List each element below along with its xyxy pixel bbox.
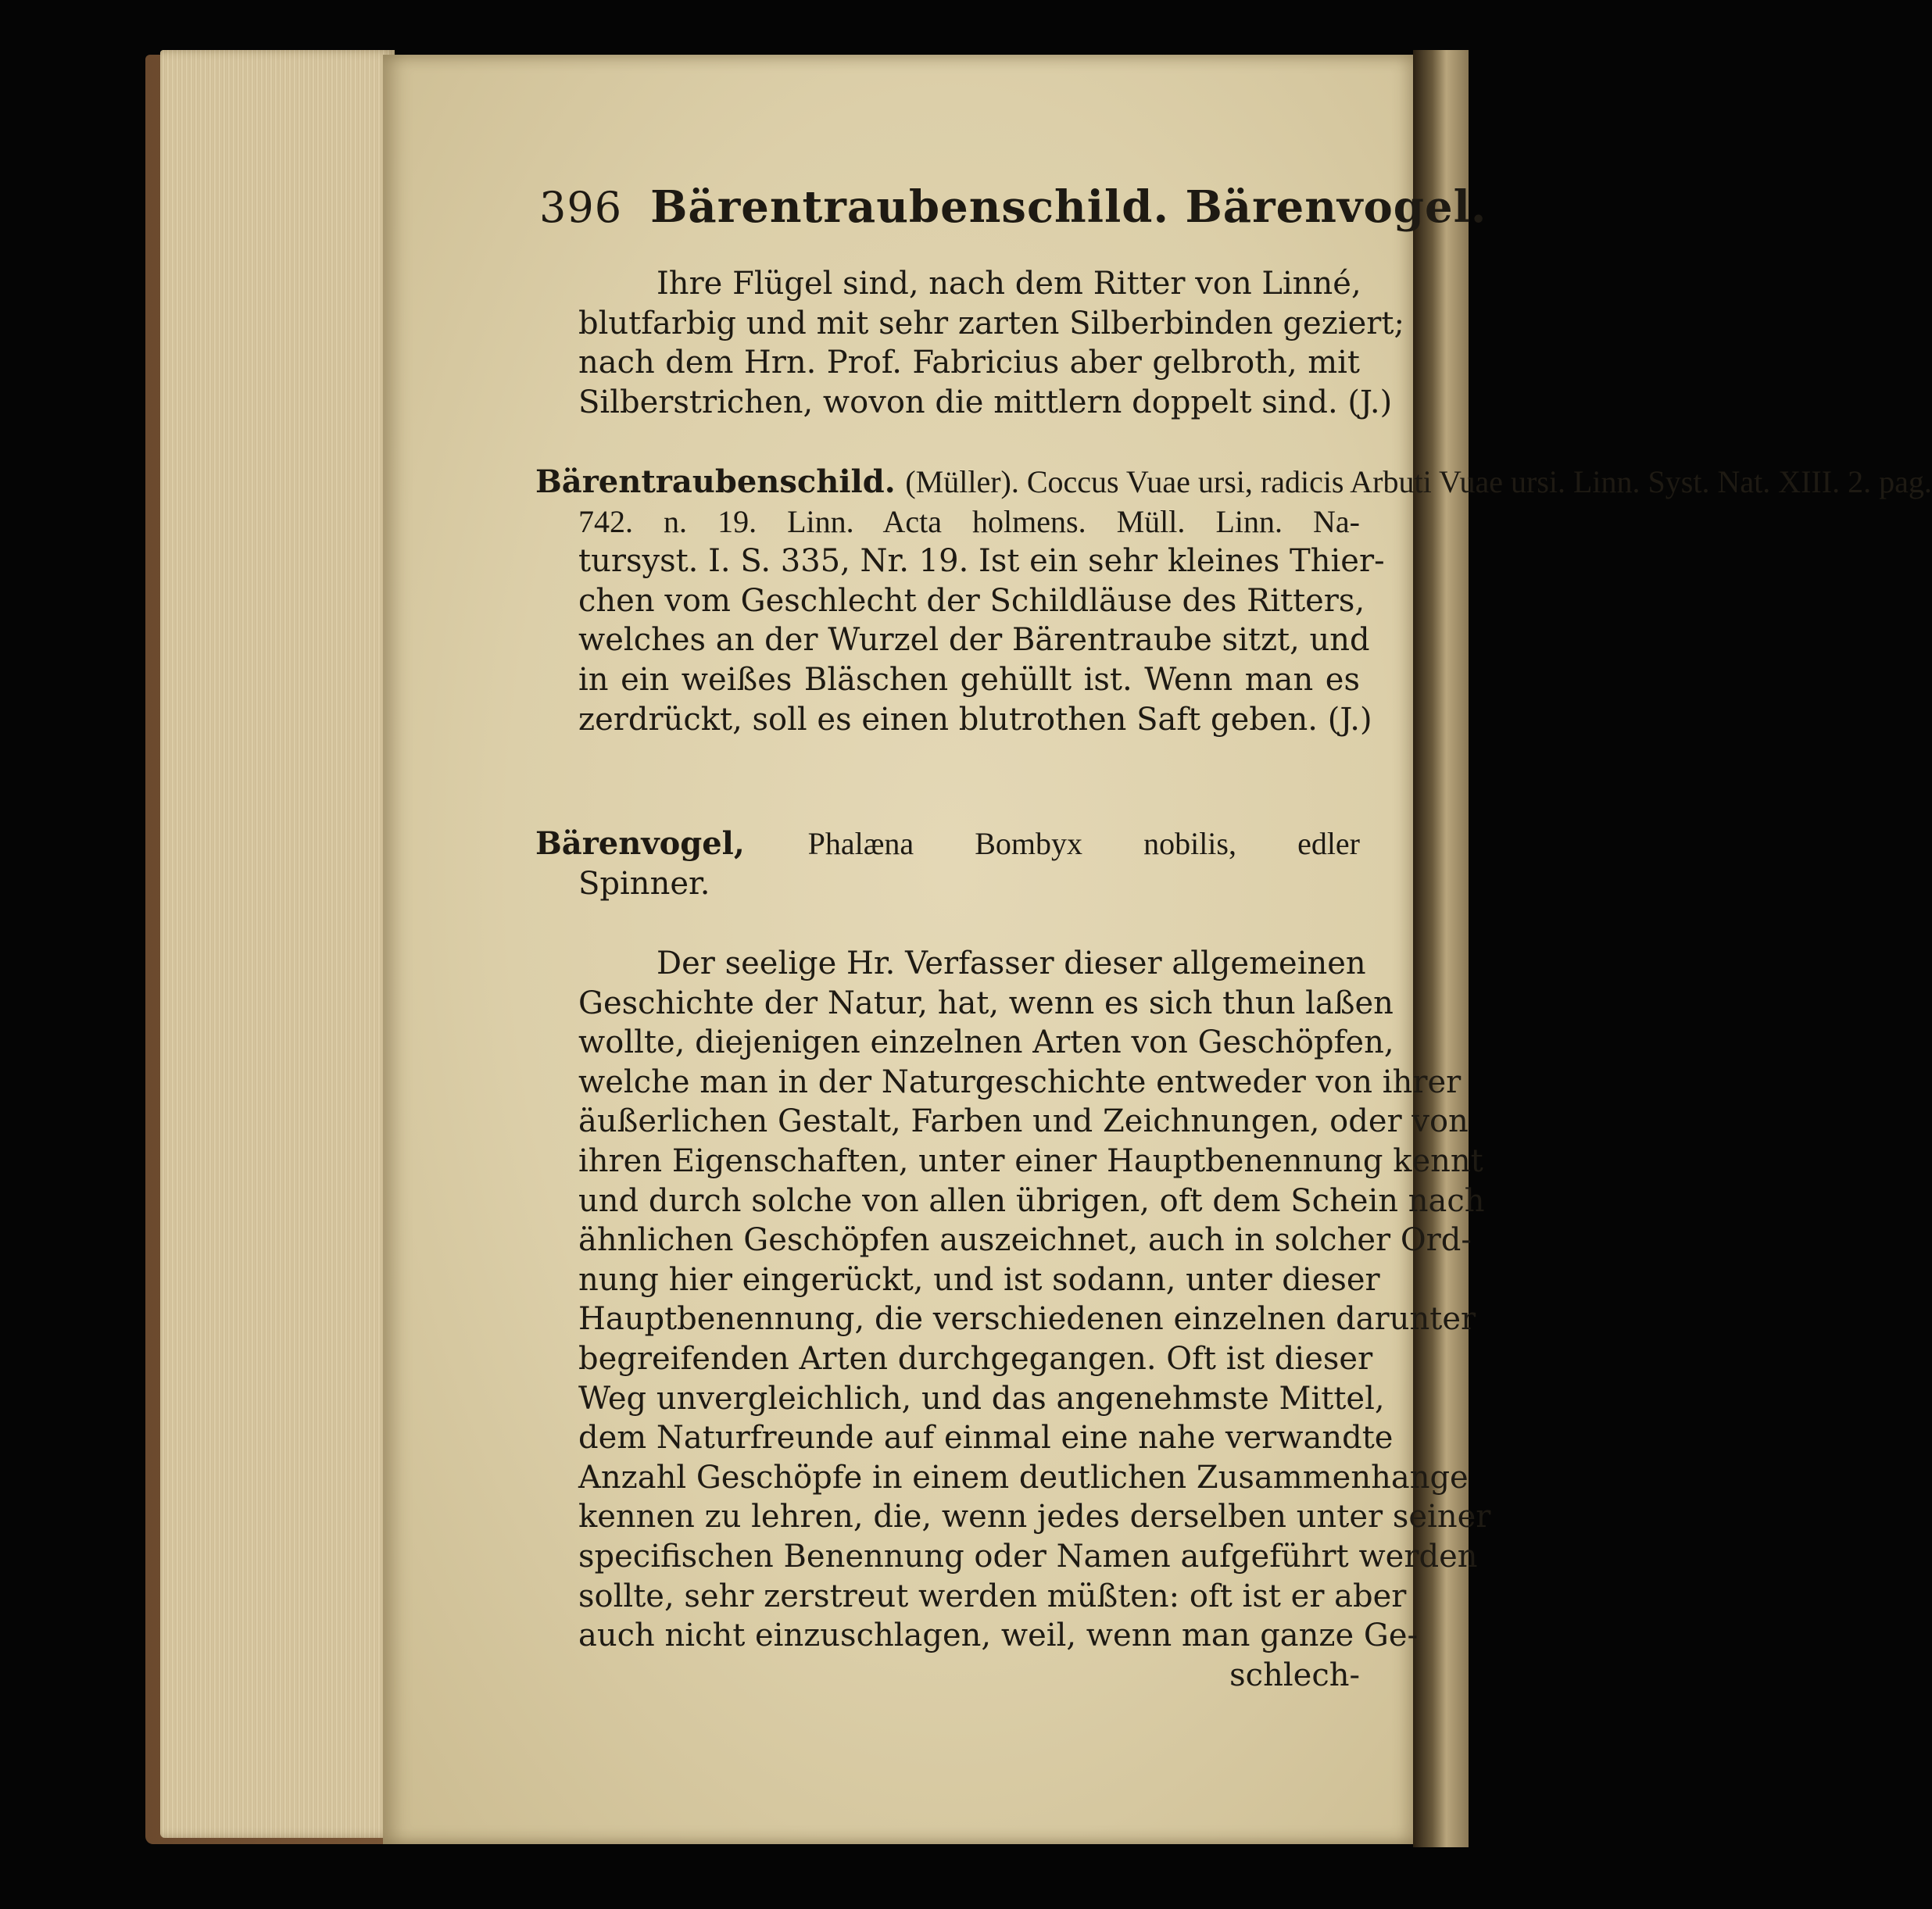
text-line: und durch solche von allen übrigen, oft dem Schein nach (578, 1182, 1485, 1219)
text-line (535, 824, 1360, 864)
text-line: nung hier eingerückt, und ist sodann, unter dieser (578, 1261, 1380, 1298)
text-line: dem Naturfreunde auf einmal eine nahe verwandte (578, 1420, 1394, 1457)
entry-baerentraubenschild (535, 463, 1932, 739)
text-line: 742. n. 19. Linn. Acta holmens. Müll. Linn. Na- (578, 503, 1360, 539)
text-line-body: Phalæna Bombyx nobilis, edler (807, 826, 1361, 861)
text-line: wollte, diejenigen einzelnen Arten von Geschöpfen, (578, 1024, 1394, 1061)
text-line: kennen zu lehren, die, wenn jedes derselben unter seiner (578, 1499, 1491, 1535)
page-number: 396 (539, 183, 623, 232)
text-line: Anzahl Geschöpfe in einem deutlichen Zusammenhange (578, 1459, 1469, 1496)
running-title: Bärentraubenschild. Bärenvogel. (650, 181, 1487, 233)
paragraph-wing-description (578, 264, 1404, 422)
text-line: tursyst. I. S. 335, Nr. 19. Ist ein sehr kleines Thier- (578, 543, 1385, 580)
text-line: Hauptbenennung, die verschiedenen einzelnen darunter (578, 1301, 1476, 1338)
text-line: blutfarbig und mit sehr zarten Silberbinden geziert; (578, 305, 1404, 341)
text-line: specifischen Benennung oder Namen aufgeführt werden (578, 1538, 1478, 1575)
text-line: Weg unvergleichlich, und das angenehmste Mittel, (578, 1380, 1385, 1417)
text-line: welches an der Wurzel der Bärentraube sitzt, und (578, 622, 1370, 659)
text-line: ähnlichen Geschöpfen auszeichnet, auch in solcher Ord- (578, 1222, 1472, 1259)
text-line: Geschichte der Natur, hat, wenn es sich thun laßen (578, 985, 1394, 1021)
text-line: äußerlichen Gestalt, Farben und Zeichnungen, oder von (578, 1103, 1469, 1140)
text-line: zerdrückt, soll es einen blutrothen Saft geben. (J.) (578, 701, 1372, 738)
text-line: ihren Eigenschaften, unter einer Hauptbenennung kennt (578, 1142, 1483, 1179)
catchword: schlech- (1229, 1657, 1360, 1693)
text-line: Spinner. (578, 865, 710, 902)
text-line: in ein weißes Bläschen gehüllt ist. Wenn man es (578, 661, 1360, 698)
running-head (539, 181, 1487, 244)
text-line (535, 463, 1932, 502)
entry-lemma: Bärenvogel, (535, 825, 745, 862)
text-line-body: (Müller). Coccus Vuae ursi, radicis Arbuti Vuae ursi. Linn. Syst. Nat. XIII. 2. pag. (905, 464, 1932, 499)
text-line: auch nicht einzuschlagen, weil, wenn man ganze Ge- (578, 1618, 1419, 1654)
text-line: chen vom Geschlecht der Schildläuse des Ritters, (578, 582, 1365, 619)
text-line: Silberstrichen, wovon die mittlern doppelt sind. (J.) (578, 384, 1393, 420)
text-line: Ihre Flügel sind, nach dem Ritter von Linné, (657, 266, 1361, 302)
entry-baerenvogel (535, 824, 1361, 903)
text-line: begreifenden Arten durchgegangen. Oft ist dieser (578, 1340, 1373, 1377)
text-line: sollte, sehr zerstreut werden müßten: oft ist er aber (578, 1578, 1407, 1614)
text-line: nach dem Hrn. Prof. Fabricius aber gelbroth, mit (578, 345, 1360, 381)
text-line: welche man in der Naturgeschichte entweder von ihrer (578, 1064, 1462, 1100)
text-line: Der seelige Hr. Verfasser dieser allgemeinen (657, 946, 1366, 981)
paragraph-author-note (578, 944, 1491, 1695)
entry-lemma: Bärentraubenschild. (535, 463, 896, 500)
